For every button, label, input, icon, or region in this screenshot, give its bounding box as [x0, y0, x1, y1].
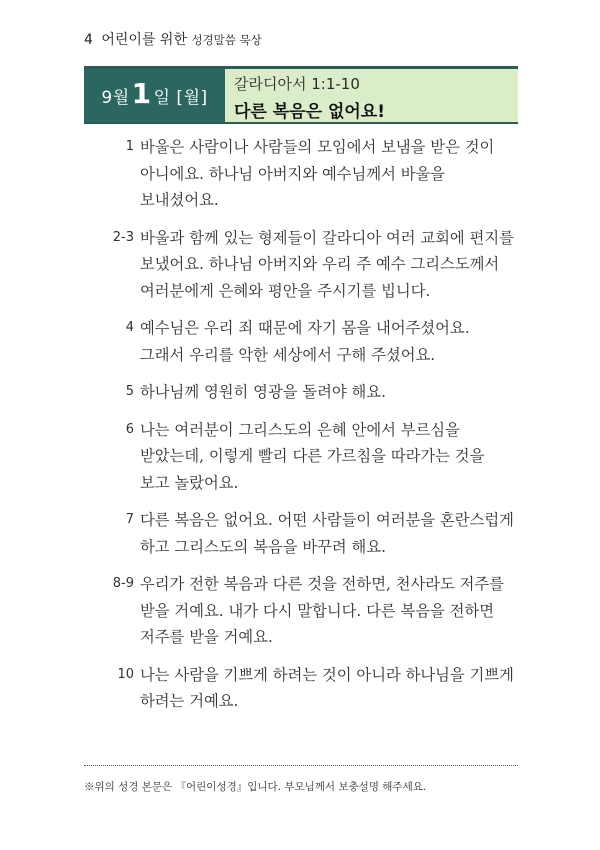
- month: 9월: [101, 88, 130, 108]
- date-box: [84, 69, 225, 122]
- verse-text: 하나님께 영원히 영광을 돌려야 해요.: [140, 383, 386, 401]
- running-header: [84, 29, 262, 49]
- verse-text: 나는 사람을 기쁘게 하려는 것이 아니라 하나님을 기쁘게 하려는 거예요.: [140, 665, 514, 710]
- verse-number: 7: [125, 512, 134, 527]
- verse-number: 8-9: [112, 576, 134, 591]
- title-box: [225, 69, 518, 122]
- verse: [104, 662, 524, 715]
- book-subtitle: 성경말씀 묵상: [191, 33, 262, 47]
- verse-number: 6: [125, 421, 134, 437]
- verse: [104, 417, 524, 497]
- verse-number: 5: [125, 384, 134, 399]
- verse-list: [104, 134, 524, 726]
- verse-number: 2-3: [112, 229, 134, 245]
- day-number: 1: [131, 77, 152, 110]
- verse-text: 바울과 함께 있는 형제들이 갈라디아 여러 교회에 편지를 보냈어요. 하나님 아버지와 우리 주 예수 그리스도께서 여러분에게 은혜와 평안을 주시기를 빕니다.: [140, 228, 514, 300]
- footnote-divider: [84, 765, 518, 766]
- verse: [104, 571, 524, 651]
- verse-text: 나는 여러분이 그리스도의 은혜 안에서 부르심을 받았는데, 이렇게 빨리 다른 가르침을 따라가는 것을 보고 놀랐어요.: [140, 420, 485, 492]
- scripture-reference: 갈라디아서 1:1-10: [234, 75, 360, 93]
- verse-text: 예수님은 우리 죄 때문에 자기 몸을 내어주셨어요. 그래서 우리를 악한 세상에서 구해 주셨어요.: [140, 319, 470, 364]
- page-number: 4: [84, 32, 93, 48]
- day-suffix: 일 [월]: [153, 88, 208, 108]
- devotion-title: 다른 복음은 없어요!: [234, 102, 385, 122]
- book-title: 어린이를 위한: [101, 32, 187, 48]
- verse-text: 다른 복음은 없어요. 어떤 사람들이 여러분을 혼란스럽게 하고 그리스도의 복음을 바꾸려 해요.: [140, 511, 514, 556]
- verse-number: 10: [117, 666, 134, 682]
- verse: [104, 225, 524, 305]
- verse-text: 우리가 전한 복음과 다른 것을 전하면, 천사라도 저주를 받을 거예요. 내가 다시 말합니다. 다른 복음을 전하면 저주를 받을 거예요.: [140, 575, 504, 646]
- footnote: ※위의 성경 본문은 『어린이성경』입니다. 부모님께서 보충설명 해주세요.: [84, 781, 427, 793]
- verse-text: 바울은 사람이나 사람들의 모임에서 보냄을 받은 것이 아니에요. 하나님 아버지와 예수님께서 바울을 보내셨어요.: [140, 138, 495, 209]
- verse: [104, 379, 524, 406]
- verse: [104, 315, 524, 368]
- verse-number: 4: [125, 320, 134, 335]
- date-banner: [84, 66, 518, 124]
- verse: [104, 134, 524, 214]
- verse: [104, 507, 524, 560]
- verse-number: 1: [125, 139, 134, 154]
